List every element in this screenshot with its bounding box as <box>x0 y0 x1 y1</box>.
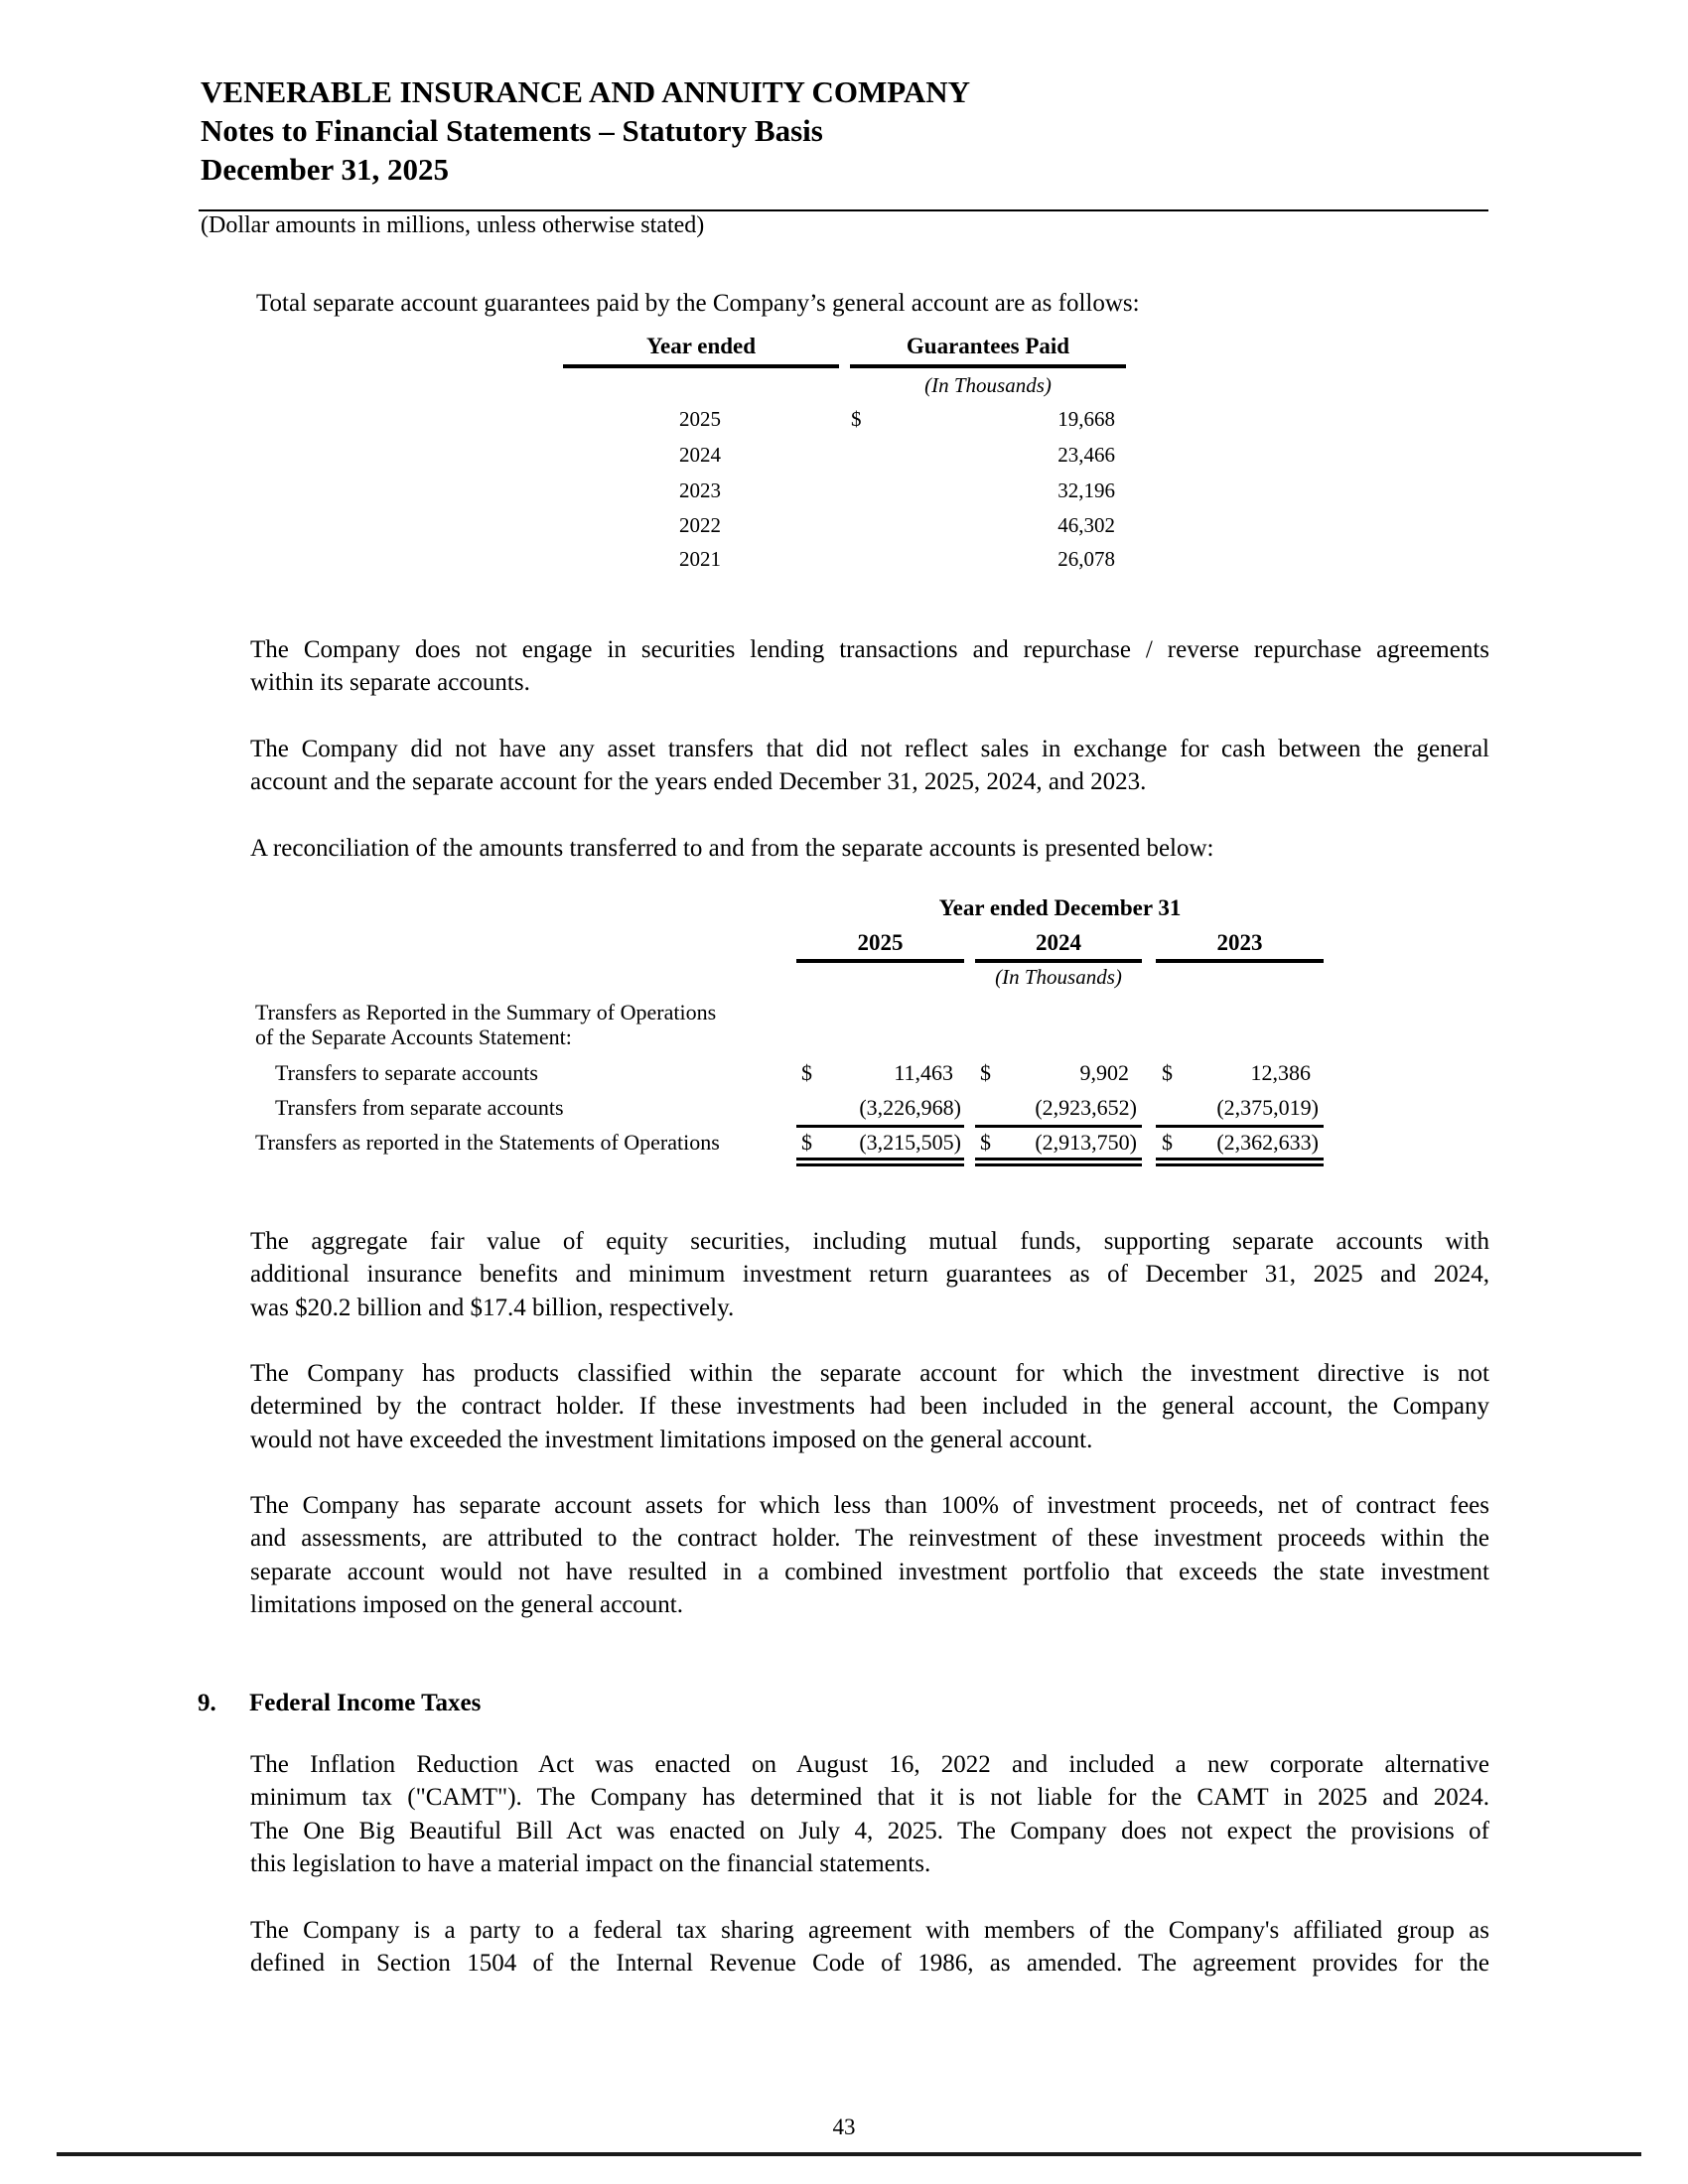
row-year: 2024 <box>679 443 721 467</box>
paragraph-investment-proceeds <box>250 1489 1489 1621</box>
row-year: 2025 <box>679 407 721 431</box>
currency-symbol: $ <box>801 1060 812 1085</box>
currency-symbol: $ <box>980 1130 991 1155</box>
footer-rule <box>57 2152 1641 2156</box>
col-rule <box>796 959 964 963</box>
row-amount: 46,302 <box>1057 513 1115 537</box>
text-line: this legislation to have a material impact on the financial statements. <box>250 1849 931 1877</box>
col-header-2023: 2023 <box>1216 930 1263 955</box>
text-line: minimum tax ("CAMT"). The Company has determined that it is not liable for the CAMT in 2025 and 2024. <box>250 1784 1489 1812</box>
header-rule <box>199 209 1488 211</box>
text-line: The Company has products classified within the separate account for which the investment directive is not <box>250 1360 1489 1387</box>
text-line: within its separate accounts. <box>250 669 530 697</box>
col-rule <box>1156 959 1324 963</box>
company-name: VENERABLE INSURANCE AND ANNUITY COMPANY <box>201 74 971 109</box>
row-amount: 19,668 <box>1057 407 1115 431</box>
text-line: account and the separate account for the years ended December 31, 2025, 2024, and 2023. <box>250 768 1147 796</box>
text-line: A reconciliation of the amounts transferred to and from the separate accounts is presented below: <box>250 835 1214 862</box>
row-amount: 26,078 <box>1057 547 1115 571</box>
currency-symbol: $ <box>851 407 862 431</box>
text-line: The Company is a party to a federal tax sharing agreement with members of the Company's affiliated group as <box>250 1917 1489 1944</box>
double-rule-top <box>796 1158 964 1160</box>
paragraph-investment-directive <box>250 1357 1489 1456</box>
guarantees-intro: Total separate account guarantees paid by the Company’s general account are as follows: <box>256 290 1140 317</box>
col-header-2024: 2024 <box>1036 930 1081 955</box>
paragraph-tax-sharing-agreement <box>250 1914 1489 1980</box>
document-subtitle: Notes to Financial Statements – Statutory Basis <box>201 113 823 148</box>
col-rule-guarantees <box>850 364 1126 368</box>
col-rule-year <box>563 364 839 368</box>
cell-value: 12,386 <box>1250 1060 1311 1085</box>
paragraph-fair-value <box>250 1225 1489 1324</box>
text-line: limitations imposed on the general account. <box>250 1590 683 1618</box>
paragraph-securities-lending <box>250 633 1489 700</box>
currency-symbol: $ <box>801 1130 812 1155</box>
cell-value: (2,923,652) <box>1035 1095 1137 1120</box>
row-year: 2021 <box>679 547 721 571</box>
col-header-guarantees: Guarantees Paid <box>906 334 1070 358</box>
text-line: determined by the contract holder. If these investments had been included in the general account, the Company <box>250 1393 1489 1421</box>
currency-symbol: $ <box>1162 1130 1173 1155</box>
section-label-line: Transfers as Reported in the Summary of Operations <box>255 1000 717 1024</box>
cell-value: 9,902 <box>1079 1060 1129 1085</box>
double-rule-bottom <box>975 1163 1142 1166</box>
row-year: 2022 <box>679 513 721 537</box>
text-line: The One Big Beautiful Bill Act was enacted on July 4, 2025. The Company does not expect the provisions of <box>250 1817 1489 1844</box>
row-label: Transfers to separate accounts <box>275 1060 538 1085</box>
col-rule <box>975 959 1142 963</box>
text-line: would not have exceeded the investment limitations imposed on the general account. <box>250 1426 1093 1453</box>
text-line: The Company did not have any asset transfers that did not reflect sales in exchange for cash between the general <box>250 736 1489 762</box>
double-rule-bottom <box>796 1163 964 1166</box>
text-line: and assessments, are attributed to the contract holder. The reinvestment of these investment proceeds within the <box>250 1525 1489 1553</box>
section-number: 9. <box>198 1690 216 1716</box>
currency-symbol: $ <box>1162 1060 1173 1085</box>
units-label: (In Thousands) <box>924 373 1052 397</box>
total-label: Transfers as reported in the Statements of Operations <box>255 1130 720 1155</box>
subtotal-rule <box>796 1125 964 1128</box>
cell-value: 11,463 <box>894 1060 953 1085</box>
row-label: Transfers from separate accounts <box>275 1095 564 1120</box>
col-header-2025: 2025 <box>857 930 904 955</box>
total-value: (2,913,750) <box>1035 1130 1137 1155</box>
currency-symbol: $ <box>980 1060 991 1085</box>
subtotal-rule <box>975 1125 1142 1128</box>
paragraph-asset-transfers <box>250 733 1489 799</box>
double-rule-bottom <box>1156 1163 1324 1166</box>
total-value: (3,215,505) <box>859 1130 961 1155</box>
text-line: separate account would not have resulted in a combined investment portfolio that exceeds the state investment <box>250 1558 1489 1585</box>
text-line: additional insurance benefits and minimum investment return guarantees as of December 31, 2025 and 2024, <box>250 1261 1489 1289</box>
paragraph-inflation-reduction-act <box>250 1748 1489 1880</box>
row-amount: 32,196 <box>1057 478 1115 502</box>
cell-value: (3,226,968) <box>859 1095 961 1120</box>
row-amount: 23,466 <box>1057 443 1115 467</box>
subtotal-rule <box>1156 1125 1324 1128</box>
text-line: The Company does not engage in securities lending transactions and repurchase / reverse repurchase agreements <box>250 636 1489 663</box>
total-value: (2,362,633) <box>1216 1130 1319 1155</box>
text-line: defined in Section 1504 of the Internal Revenue Code of 1986, as amended. The agreement provides for the <box>250 1950 1489 1978</box>
double-rule-top <box>1156 1158 1324 1160</box>
section-title: Federal Income Taxes <box>249 1690 482 1716</box>
double-rule-top <box>975 1158 1142 1160</box>
col-header-year: Year ended <box>645 334 757 358</box>
group-header: Year ended December 31 <box>938 895 1182 920</box>
text-line: The Company has separate account assets for which less than 100% of investment proceeds, net of contract fees <box>250 1492 1489 1519</box>
text-line: was $20.2 billion and $17.4 billion, respectively. <box>250 1294 735 1321</box>
document-date: December 31, 2025 <box>201 152 449 187</box>
page-number: 43 <box>832 2115 856 2139</box>
paragraph-reconciliation-intro <box>250 832 1489 865</box>
text-line: The aggregate fair value of equity securities, including mutual funds, supporting separate accounts with <box>250 1228 1489 1255</box>
text-line: The Inflation Reduction Act was enacted on August 16, 2022 and included a new corporate alternative <box>250 1751 1489 1778</box>
cell-value: (2,375,019) <box>1216 1095 1319 1120</box>
row-year: 2023 <box>679 478 721 502</box>
units-label: (In Thousands) <box>995 965 1122 989</box>
section-label-line: of the Separate Accounts Statement: <box>255 1024 572 1049</box>
units-note: (Dollar amounts in millions, unless otherwise stated) <box>201 212 705 238</box>
